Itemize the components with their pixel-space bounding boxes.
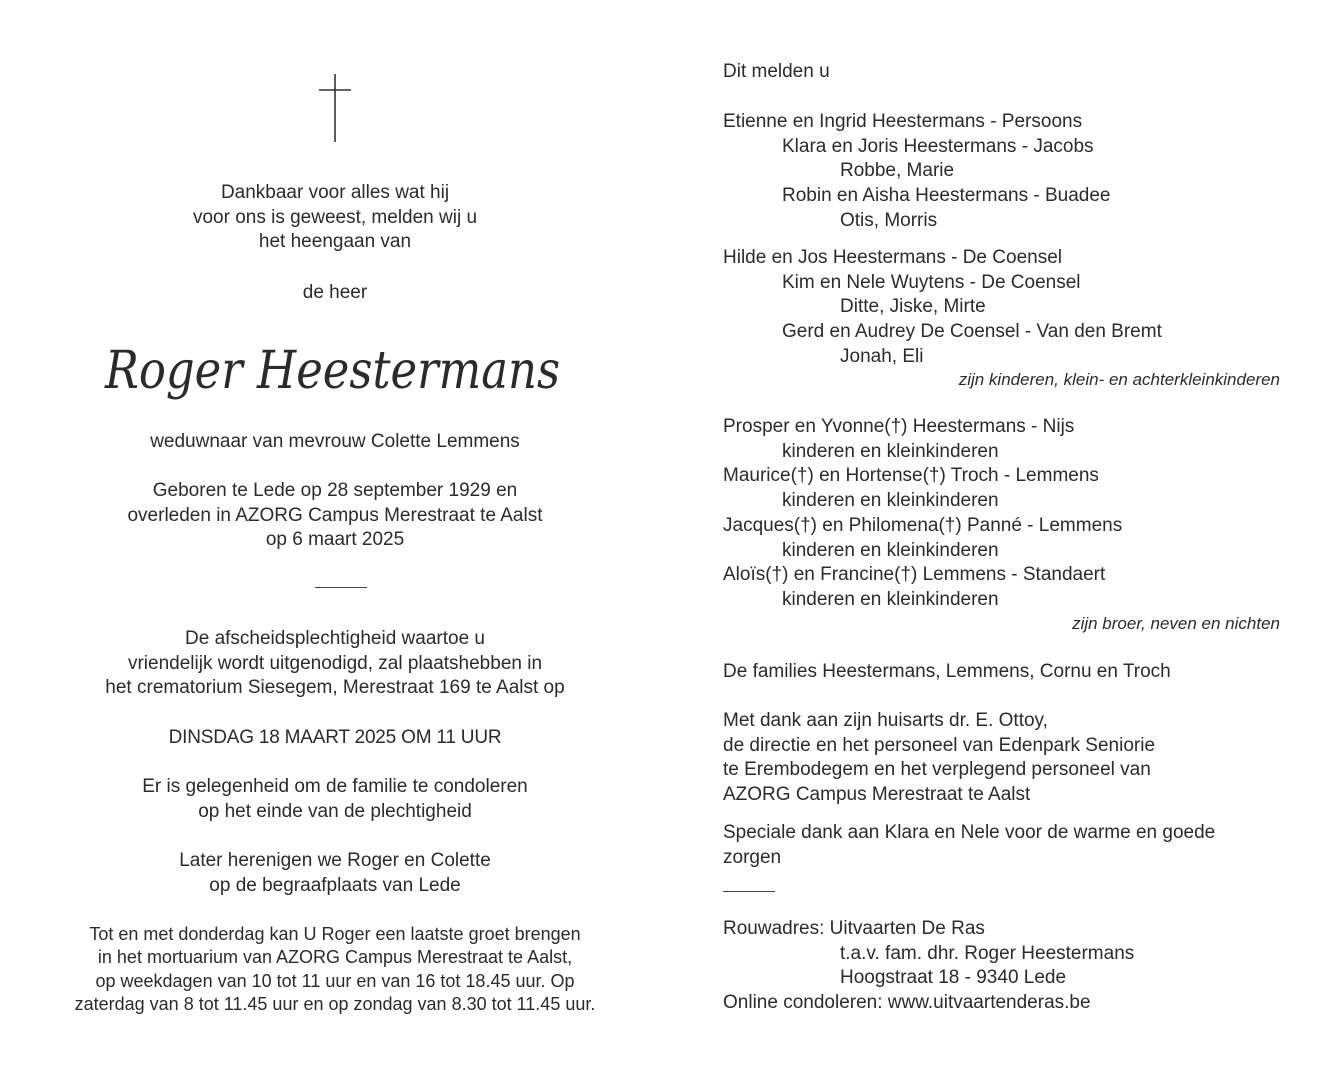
list-item: kinderen en kleinkinderen <box>782 490 999 512</box>
online-condolence: Online condoleren: www.uitvaartenderas.be <box>723 992 1091 1014</box>
intro: Dankbaar voor alles wat hij voor ons is geweest, melden wij u het heengaan van <box>192 182 478 253</box>
caption-children: zijn kinderen, klein- en achterkleinkinderen <box>958 370 1280 389</box>
list-item: Klara en Joris Heestermans - Jacobs <box>782 135 1094 157</box>
list-item: kinderen en kleinkinderen <box>782 588 999 610</box>
list-item: Aloïs(†) en Francine(†) Lemmens - Standaert <box>723 564 1106 586</box>
caption-siblings: zijn broer, neven en nichten <box>1072 614 1280 633</box>
address <box>723 917 1283 1016</box>
ceremony-date: DINSDAG 18 MAART 2025 OM 11 UUR <box>168 727 502 748</box>
announce-heading: Dit melden u <box>723 61 830 82</box>
address-line: Hoogstraat 18 - 9340 Lede <box>840 967 1067 989</box>
list-item: Ditte, Jiske, Mirte <box>840 296 986 318</box>
list-item: kinderen en kleinkinderen <box>782 539 999 561</box>
visiting-hours: Tot en met donderdag kan U Roger een laatste groet brengen in het mortuarium van AZORG Campus Merestraat te Aalst, op weekdagen van 10 tot 11 uur en van 16 tot 18.45 uur. Op zaterdag van 8 tot 11.45 uur en op zondag van 8.30 tot 11.45 uur. <box>74 924 596 1014</box>
family-group-1 <box>723 110 1283 234</box>
address-label: Rouwadres: Uitvaarten De Ras <box>723 918 985 939</box>
burial: Later herenigen we Roger en Colette op de begraafplaats van Lede <box>179 850 491 896</box>
deceased-name-signature <box>105 330 565 420</box>
list-item: Prosper en Yvonne(†) Heestermans - Nijs <box>723 416 1075 437</box>
families-line: De families Heestermans, Lemmens, Cornu en Troch <box>723 661 1171 682</box>
thanks: Met dank aan zijn huisarts dr. E. Ottoy, de directie en het personeel van Edenpark Seniorie te Erembodegem en het verplegend personeel van AZORG Campus Merestraat te Aalst <box>723 710 1156 806</box>
condolence: Er is gelegenheid om de familie te condoleren op het einde van de plechtigheid <box>142 776 528 822</box>
list-item: Etienne en Ingrid Heestermans - Persoons <box>723 111 1083 132</box>
list-item: kinderen en kleinkinderen <box>782 440 999 462</box>
birth-death: Geboren te Lede op 28 september 1929 en overleden in AZORG Campus Merestraat te Aalst op 6 maart 2025 <box>127 480 543 551</box>
list-item: Hilde en Jos Heestermans - De Coensel <box>723 247 1062 268</box>
list-item: Jacques(†) en Philomena(†) Panné - Lemmens <box>723 514 1123 536</box>
ceremony: De afscheidsplechtigheid waartoe u vriendelijk wordt uitgenodigd, zal plaatshebben in het crematorium Siesegem, Merestraat 169 te Aalst op <box>105 628 565 699</box>
left-page <box>30 0 640 1080</box>
list-item: Maurice(†) en Hortense(†) Troch - Lemmens <box>723 465 1099 487</box>
list-item: Robbe, Marie <box>840 160 955 182</box>
divider <box>723 891 775 892</box>
list-item: Kim en Nele Wuytens - De Coensel <box>782 271 1081 293</box>
address-line: t.a.v. fam. dhr. Roger Heestermans <box>840 942 1135 964</box>
family-group-2 <box>723 246 1283 370</box>
divider <box>315 587 367 588</box>
right-page <box>723 0 1283 1080</box>
cross-icon <box>317 72 353 144</box>
special-thanks: Speciale dank aan Klara en Nele voor de warme en goede zorgen <box>723 822 1216 868</box>
list-item: Jonah, Eli <box>840 345 924 367</box>
list-item: Gerd en Audrey De Coensel - Van den Bremt <box>782 321 1162 343</box>
salutation: de heer <box>302 282 368 303</box>
widower-line: weduwnaar van mevrouw Colette Lemmens <box>150 431 520 452</box>
svg-text:Roger Heestermans: Roger Heestermans <box>104 341 560 401</box>
list-item: Robin en Aisha Heestermans - Buadee <box>782 185 1111 207</box>
list-item: Otis, Morris <box>840 209 938 231</box>
family-group-3 <box>723 415 1283 613</box>
